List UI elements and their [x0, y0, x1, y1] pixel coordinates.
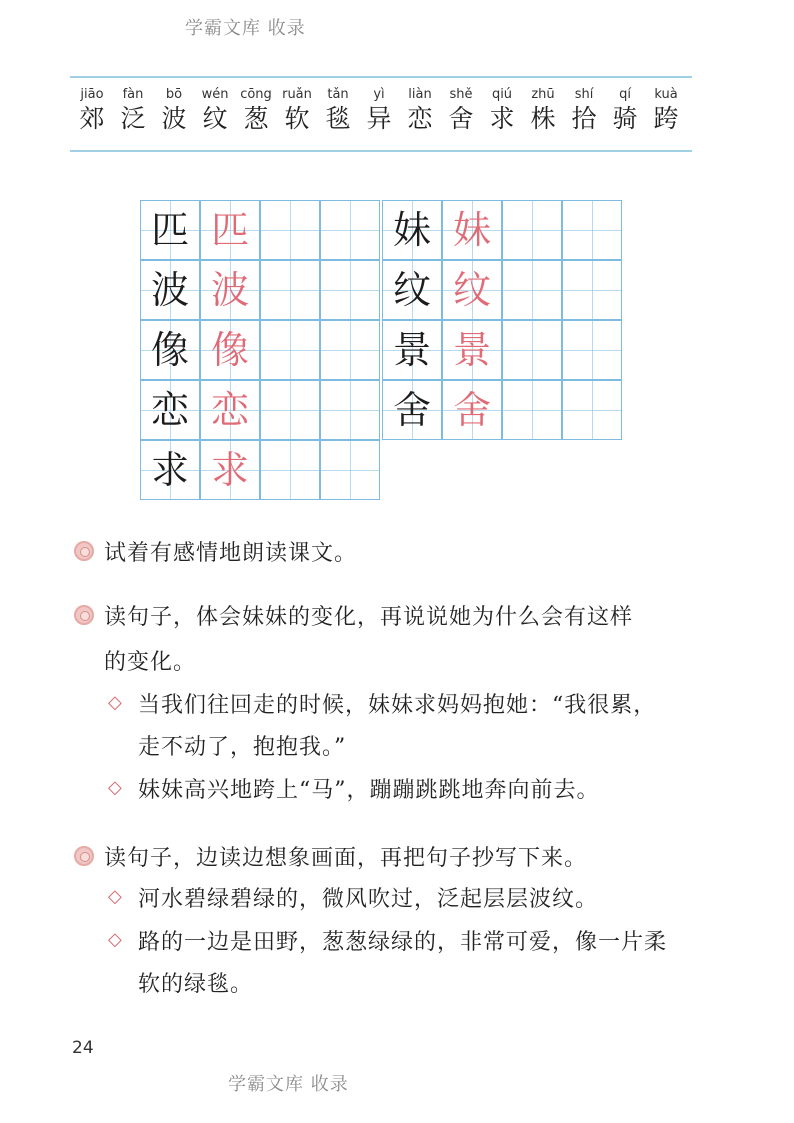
trace-char: 波 — [210, 268, 249, 312]
grid-cell — [562, 260, 622, 320]
model-char: 求 — [150, 448, 189, 492]
trace-char: 纹 — [452, 268, 491, 312]
grid-cell — [562, 320, 622, 380]
pinyin: yì — [373, 87, 385, 102]
grid-cell — [442, 320, 502, 380]
grid-cell — [260, 440, 320, 500]
pinyin: kuà — [654, 87, 678, 102]
model-char: 恋 — [150, 388, 189, 432]
grid-cell — [382, 200, 442, 260]
hanzi: 求 — [489, 104, 515, 133]
trace-char: 恋 — [210, 388, 249, 432]
trace-char: 妹 — [452, 208, 491, 252]
pinyin: wén — [201, 87, 229, 102]
grid-cell — [200, 440, 260, 500]
hanzi: 泛 — [120, 104, 146, 133]
hanzi: 骑 — [612, 104, 638, 133]
model-char: 像 — [150, 328, 189, 372]
grid-cell — [320, 320, 380, 380]
model-char: 景 — [392, 328, 431, 372]
pinyin: cōng — [240, 87, 272, 102]
grid-cell — [320, 200, 380, 260]
grid-cell — [140, 380, 200, 440]
grid-cell — [502, 260, 562, 320]
grid-cell — [200, 200, 260, 260]
grid-cell — [200, 260, 260, 320]
pinyin: liàn — [408, 87, 432, 102]
hanzi: 葱 — [243, 104, 269, 133]
model-char: 妹 — [392, 208, 431, 252]
trace-char: 舍 — [452, 388, 491, 432]
hanzi: 舍 — [448, 104, 474, 133]
vocab-item — [605, 86, 645, 134]
watermark-bottom: 学霸文库 收录 — [228, 1074, 349, 1095]
vocab-item — [646, 86, 686, 134]
trace-char: 求 — [210, 448, 249, 492]
vocab-item — [564, 86, 604, 134]
grid-cell — [320, 380, 380, 440]
grid-cell — [502, 320, 562, 380]
exercise-3-text: 读句子，边读边想象画面，再把句子抄写下来。 — [104, 846, 588, 871]
exercise-icon — [74, 605, 94, 625]
vocab-item — [195, 86, 235, 134]
grid-cell — [442, 260, 502, 320]
hanzi: 毯 — [325, 104, 351, 133]
grid-cell — [562, 380, 622, 440]
model-char: 纹 — [392, 268, 431, 312]
pinyin: bō — [165, 87, 183, 102]
watermark-top: 学霸文库 收录 — [185, 18, 306, 39]
model-char: 舍 — [392, 388, 431, 432]
pinyin: jiāo — [80, 87, 104, 102]
diamond-bullet-icon: ◇ — [108, 692, 122, 713]
grid-cell — [382, 320, 442, 380]
pinyin: qí — [619, 87, 631, 102]
grid-cell — [502, 380, 562, 440]
hanzi: 波 — [161, 104, 187, 133]
grid-cell — [200, 320, 260, 380]
hanzi: 拾 — [571, 104, 597, 133]
grid-cell — [320, 260, 380, 320]
grid-cell — [140, 200, 200, 260]
vocab-item — [359, 86, 399, 134]
exercise-3-sentence-1: 河水碧绿碧绿的，微风吹过，泛起层层波纹。 — [138, 887, 599, 912]
page-number: 24 — [72, 1038, 94, 1058]
hanzi: 异 — [366, 104, 392, 133]
grid-cell — [260, 260, 320, 320]
grid-cell — [502, 200, 562, 260]
grid-cell — [260, 200, 320, 260]
grid-cell — [562, 200, 622, 260]
pinyin: fàn — [122, 87, 144, 102]
grid-cell — [442, 380, 502, 440]
hanzi: 软 — [284, 104, 310, 133]
grid-cell — [140, 440, 200, 500]
vocab-item — [318, 86, 358, 134]
vocab-item — [523, 86, 563, 134]
vocab-item — [277, 86, 317, 134]
pinyin: qiú — [491, 87, 513, 102]
grid-cell — [140, 320, 200, 380]
exercise-3-sentence-2-line-2: 软的绿毯。 — [138, 972, 254, 997]
vocab-item — [400, 86, 440, 134]
grid-cell — [382, 380, 442, 440]
pinyin: shí — [574, 87, 594, 102]
vocab-item — [236, 86, 276, 134]
hanzi: 恋 — [407, 104, 433, 133]
exercise-icon — [74, 846, 94, 866]
pinyin: tǎn — [327, 87, 349, 102]
hanzi: 跨 — [653, 104, 679, 133]
grid-cell — [200, 380, 260, 440]
grid-cell — [442, 200, 502, 260]
exercise-2-text-line-1: 读句子，体会妹妹的变化，再说说她为什么会有这样 — [104, 605, 634, 630]
pinyin: zhū — [531, 87, 555, 102]
model-char: 波 — [150, 268, 189, 312]
diamond-bullet-icon: ◇ — [108, 777, 122, 798]
vocab-item — [482, 86, 522, 134]
diamond-bullet-icon: ◇ — [108, 886, 122, 907]
vocab-item — [441, 86, 481, 134]
grid-cell — [260, 380, 320, 440]
pinyin: shě — [449, 87, 473, 102]
exercise-icon — [74, 541, 94, 561]
grid-cell — [260, 320, 320, 380]
grid-cell — [382, 260, 442, 320]
trace-char: 匹 — [210, 208, 249, 252]
hanzi: 郊 — [79, 104, 105, 133]
exercise-3-sentence-2-line-1: 路的一边是田野，葱葱绿绿的，非常可爱，像一片柔 — [138, 930, 668, 955]
vocabulary-band — [70, 76, 692, 152]
trace-char: 像 — [210, 328, 249, 372]
grid-cell — [140, 260, 200, 320]
pinyin: ruǎn — [282, 87, 312, 102]
exercise-2-sentence-1-line-2: 走不动了，抱抱我。” — [138, 735, 347, 760]
exercise-1-text: 试着有感情地朗读课文。 — [104, 541, 358, 566]
hanzi: 纹 — [202, 104, 228, 133]
exercise-2-text-line-2: 的变化。 — [104, 650, 197, 675]
vocab-item — [72, 86, 112, 134]
exercise-2-sentence-2: 妹妹高兴地跨上“马”，蹦蹦跳跳地奔向前去。 — [138, 778, 600, 803]
grid-cell — [320, 440, 380, 500]
vocab-item — [154, 86, 194, 134]
trace-char: 景 — [452, 328, 491, 372]
exercise-2-sentence-1-line-1: 当我们往回走的时候，妹妹求妈妈抱她：“我很累， — [138, 693, 657, 718]
hanzi: 株 — [530, 104, 556, 133]
model-char: 匹 — [150, 208, 189, 252]
vocab-item — [113, 86, 153, 134]
diamond-bullet-icon: ◇ — [108, 929, 122, 950]
